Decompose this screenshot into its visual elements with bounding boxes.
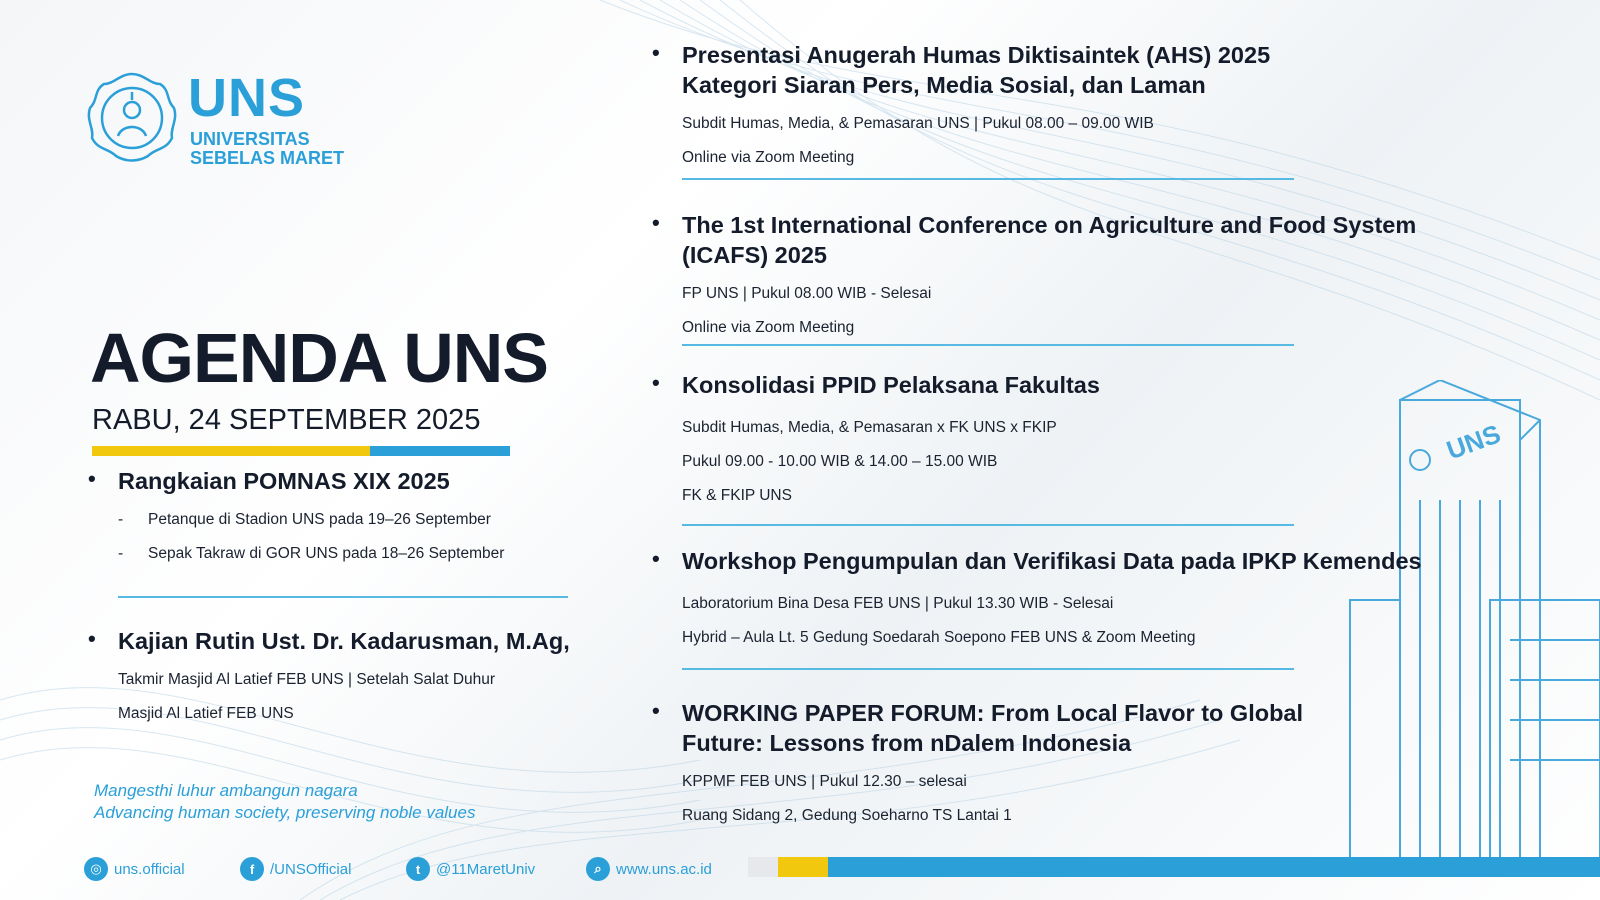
agenda-item-detail: FK & FKIP UNS bbox=[682, 487, 792, 504]
agenda-item-title: The 1st International Conference on Agriculture and Food System (ICAFS) 2025 bbox=[682, 212, 1417, 268]
agenda-item-detail: Masjid Al Latief FEB UNS bbox=[118, 705, 294, 722]
twitter-icon: t bbox=[406, 857, 430, 881]
title-underline bbox=[92, 446, 510, 456]
instagram-handle: uns.official bbox=[114, 860, 185, 878]
agenda-item-detail: Online via Zoom Meeting bbox=[682, 149, 855, 166]
agenda-item-title: Kajian Rutin Ust. Dr. Kadarusman, M.Ag, bbox=[118, 628, 570, 654]
logo-line-1: UNIVERSITAS bbox=[190, 129, 310, 149]
agenda-item-title: Rangkaian POMNAS XIX 2025 bbox=[118, 468, 450, 494]
agenda-subitem: - Petanque di Stadion UNS pada 19–26 September bbox=[118, 511, 491, 528]
agenda-item-title: Workshop Pengumpulan dan Verifikasi Data pada IPKP Kemendes bbox=[682, 548, 1422, 574]
agenda-item-detail: Subdit Humas, Media, & Pemasaran UNS | Pukul 08.00 – 09.00 WIB bbox=[682, 115, 1154, 132]
agenda-item-detail: Subdit Humas, Media, & Pemasaran x FK UNS x FKIP bbox=[682, 419, 1057, 436]
agenda-item-title: Konsolidasi PPID Pelaksana Fakultas bbox=[682, 372, 1100, 398]
separator bbox=[682, 344, 1294, 346]
agenda-item-detail: Online via Zoom Meeting bbox=[682, 319, 855, 336]
footer-color-bar bbox=[748, 857, 1600, 877]
tagline-line-2: Advancing human society, preserving noble values bbox=[94, 803, 476, 822]
separator bbox=[682, 178, 1294, 180]
underline-yellow bbox=[92, 446, 370, 456]
svg-text:UNS: UNS bbox=[1442, 418, 1505, 466]
agenda-item bbox=[88, 466, 578, 564]
twitter-link[interactable] bbox=[406, 856, 535, 882]
agenda-item-detail: KPPMF FEB UNS | Pukul 12.30 – selesai bbox=[682, 773, 967, 790]
instagram-link[interactable] bbox=[84, 856, 185, 882]
bullet-icon: • bbox=[652, 698, 660, 723]
agenda-item bbox=[652, 698, 1442, 826]
facebook-icon: f bbox=[240, 857, 264, 881]
agenda-item-detail: Takmir Masjid Al Latief FEB UNS | Setelah Salat Duhur bbox=[118, 671, 496, 688]
agenda-item-title: WORKING PAPER FORUM: From Local Flavor to Global Future: Lessons from nDalem Indonesia bbox=[682, 700, 1304, 756]
facebook-link[interactable] bbox=[240, 856, 351, 882]
uns-seal-icon bbox=[84, 70, 180, 166]
separator bbox=[682, 524, 1294, 526]
bullet-icon: • bbox=[88, 466, 96, 491]
tagline-line-1: Mangesthi luhur ambangun nagara bbox=[94, 781, 358, 800]
tagline bbox=[94, 780, 475, 824]
facebook-handle: /UNSOfficial bbox=[270, 860, 352, 878]
agenda-item-detail: FP UNS | Pukul 08.00 WIB - Selesai bbox=[682, 285, 932, 302]
agenda-item bbox=[88, 626, 578, 724]
separator bbox=[682, 668, 1294, 670]
website-link[interactable] bbox=[586, 856, 712, 882]
instagram-icon: ◎ bbox=[84, 857, 108, 881]
agenda-item bbox=[652, 370, 1442, 506]
logo-university-name bbox=[190, 130, 344, 168]
uns-logo bbox=[84, 70, 354, 170]
bullet-icon: • bbox=[652, 546, 660, 571]
search-icon: ⌕ bbox=[586, 857, 610, 881]
agenda-subitem: - Sepak Takraw di GOR UNS pada 18–26 September bbox=[118, 545, 505, 562]
agenda-item-detail: Ruang Sidang 2, Gedung Soeharno TS Lantai 1 bbox=[682, 807, 1012, 824]
bullet-icon: • bbox=[652, 370, 660, 395]
logo-line-2: SEBELAS MARET bbox=[190, 148, 345, 168]
agenda-item bbox=[652, 40, 1442, 168]
agenda-item-title: Presentasi Anugerah Humas Diktisaintek (AHS) 2025 Kategori Siaran Pers, Media Sosial, dan Laman bbox=[682, 42, 1271, 98]
agenda-item-detail: Pukul 09.00 - 10.00 WIB & 14.00 – 15.00 WIB bbox=[682, 453, 998, 470]
agenda-item bbox=[652, 546, 1442, 648]
page-title: AGENDA UNS bbox=[90, 319, 548, 397]
website-url: www.uns.ac.id bbox=[616, 860, 712, 878]
separator bbox=[118, 596, 568, 598]
bullet-icon: • bbox=[652, 210, 660, 235]
agenda-item bbox=[652, 210, 1442, 338]
bullet-icon: • bbox=[88, 626, 96, 651]
agenda-item-detail: Hybrid – Aula Lt. 5 Gedung Soedarah Soepono FEB UNS & Zoom Meeting bbox=[682, 629, 1196, 646]
page-date: RABU, 24 SEPTEMBER 2025 bbox=[92, 404, 481, 436]
logo-wordmark: UNS bbox=[188, 68, 306, 128]
twitter-handle: @11MaretUniv bbox=[436, 860, 536, 878]
underline-blue bbox=[370, 446, 510, 456]
bullet-icon: • bbox=[652, 40, 660, 65]
agenda-item-detail: Laboratorium Bina Desa FEB UNS | Pukul 13.30 WIB - Selesai bbox=[682, 595, 1114, 612]
